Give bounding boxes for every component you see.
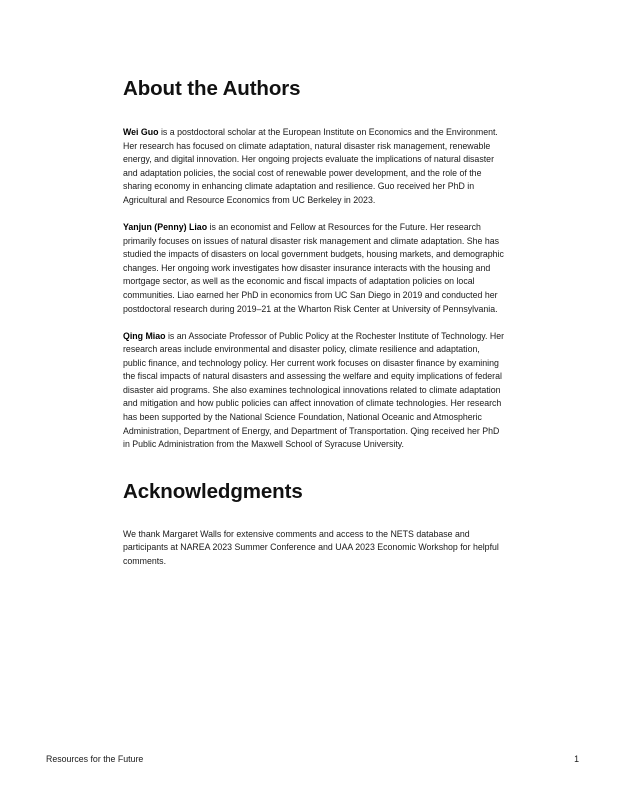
author-bio-text: is a postdoctoral scholar at the European Institute on Economics and the Environment. Her research has focused on climate adaptation, natural disaster risk management, renewable energy, and digital innovation. Her ongoing projects evaluate the implications of natural disaster and adaptation policies, the social cost of renewable power development, and the role of the sharing economy in enhancing climate adaptation and resilience. Guo received her PhD in Agricultural and Resource Economics from UC Berkeley in 2023. xyxy=(123,127,498,205)
page-number: 1 xyxy=(574,754,579,764)
footer-publisher: Resources for the Future xyxy=(46,754,144,764)
page-content xyxy=(123,72,505,569)
about-authors-heading: About the Authors xyxy=(123,77,301,100)
author-bio-text: is an Associate Professor of Public Policy at the Rochester Institute of Technology. Her research areas include environmental and disaster policy, climate resilience and adaptation, public finance, and technology policy. Her current work focuses on disaster finance by examining the fiscal impacts of natural disasters and assessing the welfare and equity implications of federal disaster aid programs. She also examines technological innovations related to climate adaptation and mitigation and how public policies can affect innovation of climate technologies. Her research has been supported by the National Science Foundation, National Oceanic and Atmospheric Administration, Department of Energy, and Department of Transportation. Qing received her PhD in Public Administration from the Maxwell School of Syracuse University. xyxy=(123,330,505,450)
author-bios xyxy=(123,126,505,452)
author-bio-miao xyxy=(123,330,505,452)
author-bio-liao xyxy=(123,221,505,316)
acknowledgments-heading: Acknowledgments xyxy=(123,479,303,503)
author-name: Yanjun (Penny) Liao xyxy=(123,221,208,232)
author-bio-text: is an economist and Fellow at Resources for the Future. Her research primarily focuses on issues of natural disaster risk management and climate adaptation. She has studied the impacts of disasters on local government budgets, housing markets, and demographic changes. Her ongoing work investigates how disaster insurance interacts with the housing and mortgage sector, as well as the economic and fiscal impacts of adaptation policies on local communities. Liao earned her PhD in economics from UC San Diego in 2019 and conducted her postdoctoral research during 2019–21 at the Wharton Risk Center at University of Pennsylvania. xyxy=(123,221,504,314)
page-footer xyxy=(46,752,579,766)
author-name: Wei Guo xyxy=(123,127,159,137)
author-name: Qing Miao xyxy=(123,330,166,341)
acknowledgments-text: We thank Margaret Walls for extensive comments and access to the NETS database and participants at NAREA 2023 Summer Conference and UAA 2023 Economic Workshop for helpful comments. xyxy=(123,528,499,567)
author-bio-guo xyxy=(123,126,505,208)
